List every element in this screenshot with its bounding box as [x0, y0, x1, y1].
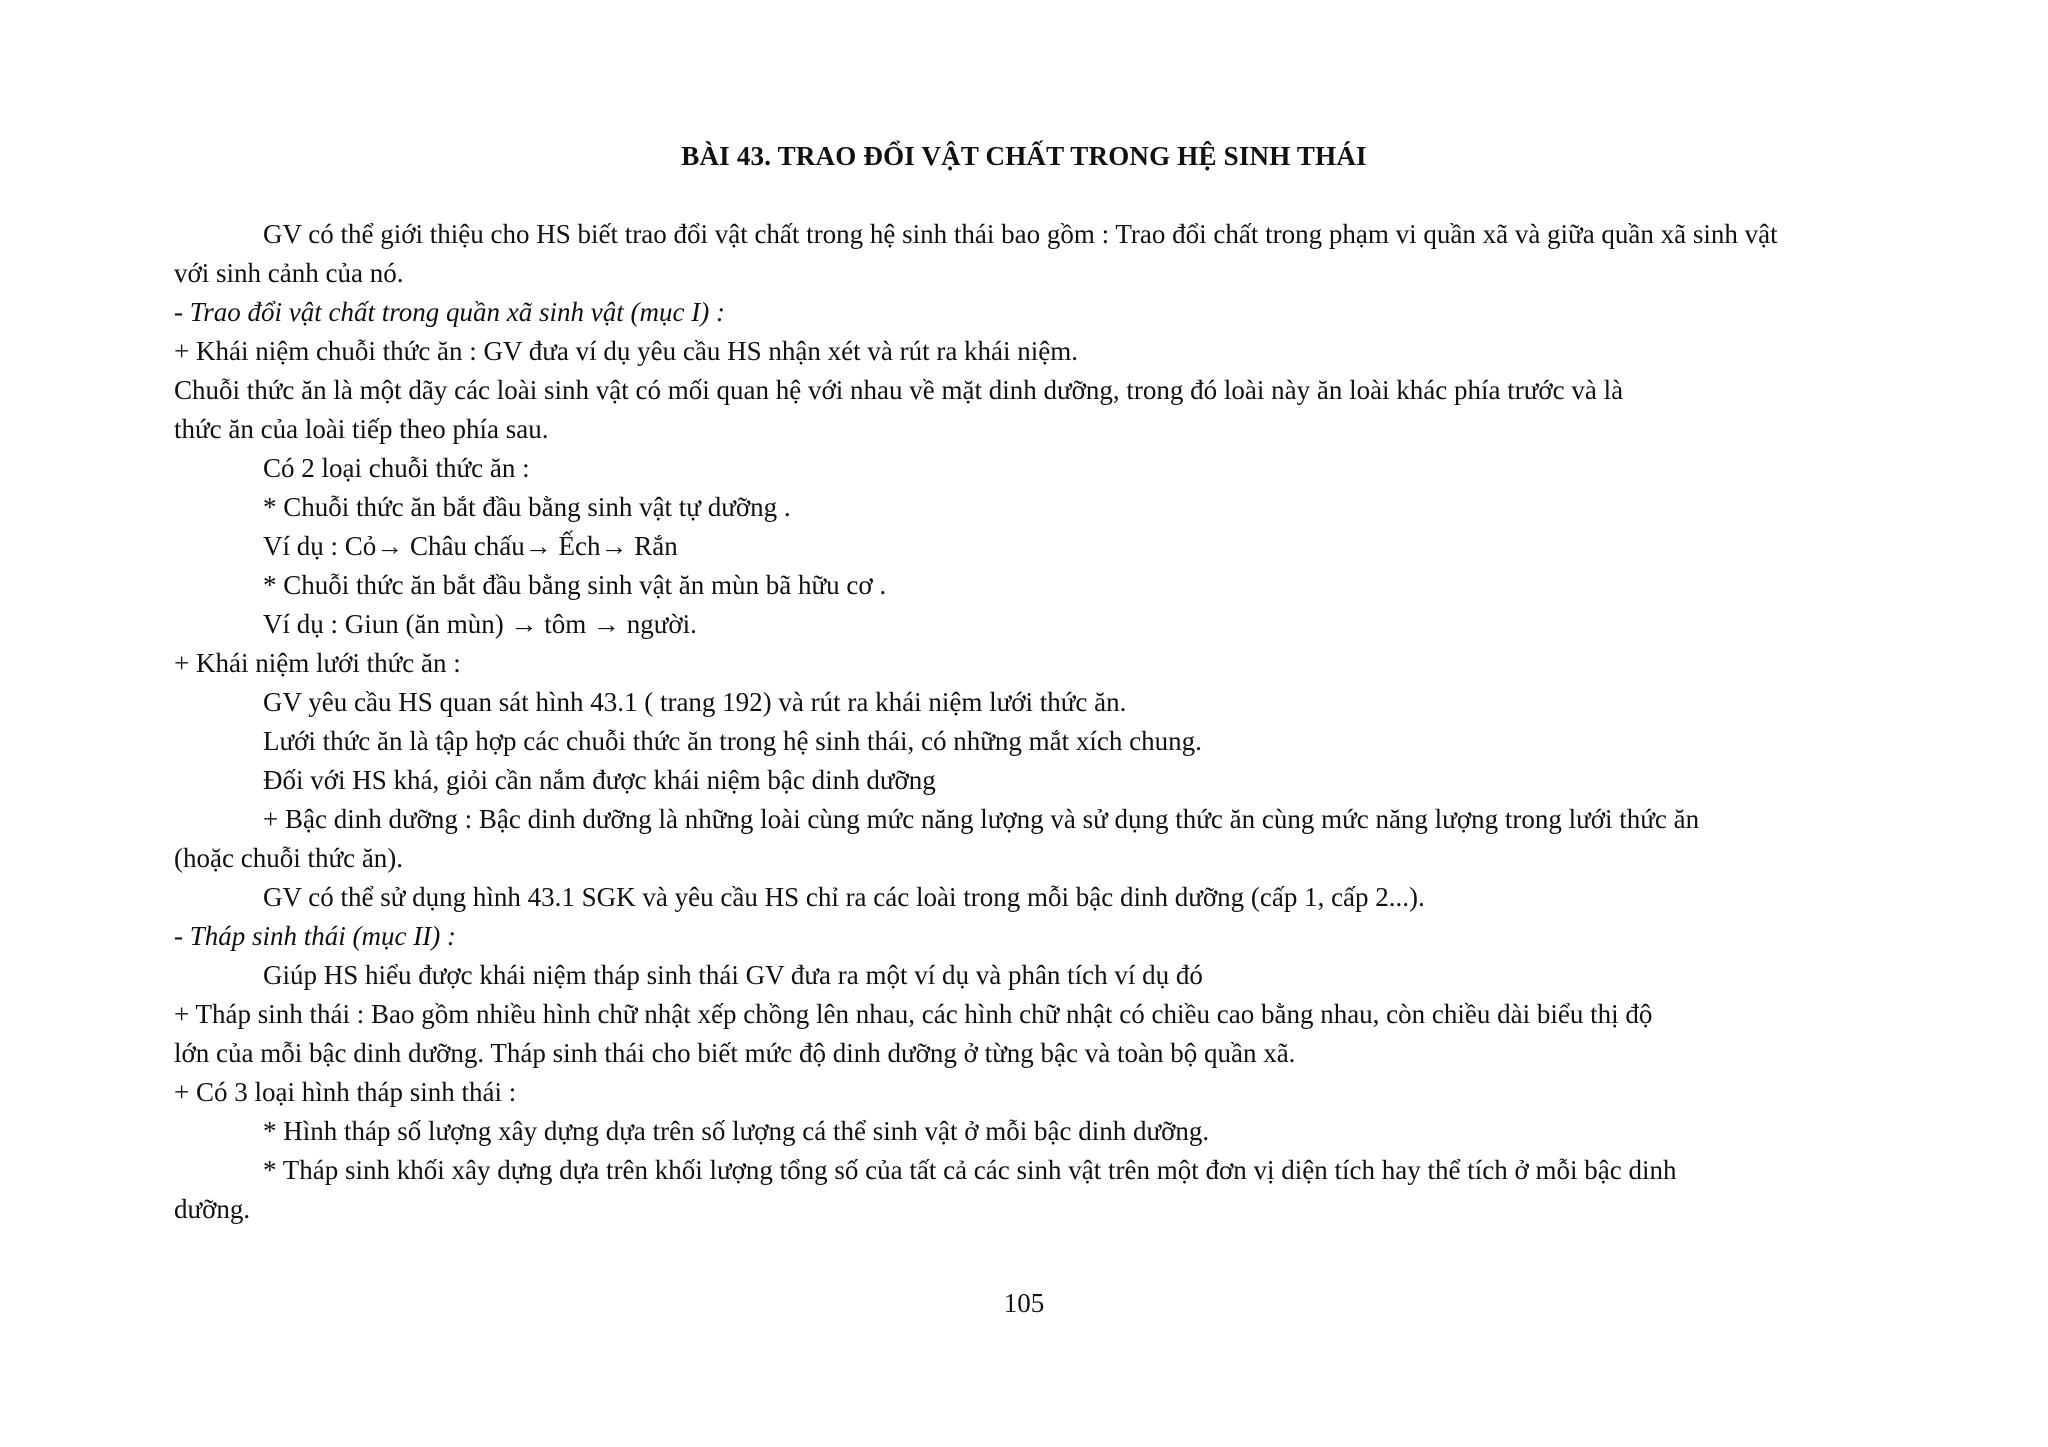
document-body [174, 215, 1934, 1229]
paragraph-line: Có 2 loại chuỗi thức ăn : [263, 453, 530, 483]
bullet-line: * Hình tháp số lượng xây dựng dựa trên số lượng cá thể sinh vật ở mỗi bậc dinh dưỡng. [263, 1116, 1210, 1146]
paragraph-line: với sinh cảnh của nó. [174, 258, 404, 288]
paragraph-line: + Khái niệm lưới thức ăn : [174, 648, 461, 678]
page-number: 105 [1003, 1288, 1045, 1318]
paragraph-line: + Có 3 loại hình tháp sinh thái : [174, 1077, 517, 1107]
paragraph-line: dưỡng. [174, 1194, 251, 1224]
section-heading: - Trao đổi vật chất trong quần xã sinh vật (mục I) : [174, 297, 725, 327]
bullet-line: * Chuỗi thức ăn bắt đầu bằng sinh vật ăn mùn bã hữu cơ . [263, 570, 887, 600]
section-heading: - Tháp sinh thái (mục II) : [174, 921, 456, 951]
paragraph-line: Chuỗi thức ăn là một dãy các loài sinh vật có mối quan hệ với nhau về mặt dinh dưỡng, trong đó loài này ăn loài khác phía trước và là [174, 375, 1624, 405]
paragraph-line: lớn của mỗi bậc dinh dưỡng. Tháp sinh thái cho biết mức độ dinh dưỡng ở từng bậc và toàn bộ quần xã. [174, 1038, 1296, 1068]
paragraph-line: + Khái niệm chuỗi thức ăn : GV đưa ví dụ yêu cầu HS nhận xét và rút ra khái niệm. [174, 336, 1079, 366]
bullet-line: * Tháp sinh khối xây dựng dựa trên khối lượng tổng số của tất cả các sinh vật trên một đơn vị diện tích hay thể tích ở mỗi bậc dinh [263, 1155, 1677, 1185]
example-line: Ví dụ : Cỏ→ Châu chấu→ Ếch→ Rắn [263, 531, 678, 561]
paragraph-line: GV có thể sử dụng hình 43.1 SGK và yêu cầu HS chỉ ra các loài trong mỗi bậc dinh dưỡng (cấp 1, cấp 2...). [263, 882, 1425, 912]
paragraph-line: Đối với HS khá, giỏi cần nắm được khái niệm bậc dinh dưỡng [263, 765, 936, 795]
example-line: Ví dụ : Giun (ăn mùn) → tôm → người. [263, 609, 697, 639]
paragraph-line: + Tháp sinh thái : Bao gồm nhiều hình chữ nhật xếp chồng lên nhau, các hình chữ nhật có chiều cao bằng nhau, còn chiều dài biểu thị độ [174, 999, 1653, 1029]
paragraph-line: GV yêu cầu HS quan sát hình 43.1 ( trang 192) và rút ra khái niệm lưới thức ăn. [263, 687, 1127, 717]
paragraph-line: Giúp HS hiểu được khái niệm tháp sinh thái GV đưa ra một ví dụ và phân tích ví dụ đó [263, 960, 1203, 990]
bullet-line: * Chuỗi thức ăn bắt đầu bằng sinh vật tự dưỡng . [263, 492, 791, 522]
paragraph-line: + Bậc dinh dưỡng : Bậc dinh dưỡng là những loài cùng mức năng lượng và sử dụng thức ăn cùng mức năng lượng trong lưới thức ăn [263, 804, 1700, 834]
paragraph-line: (hoặc chuỗi thức ăn). [174, 843, 404, 873]
page-title: BÀI 43. TRAO ĐỔI VẬT CHẤT TRONG HỆ SINH THÁI [681, 141, 1367, 171]
paragraph-line: Lưới thức ăn là tập hợp các chuỗi thức ăn trong hệ sinh thái, có những mắt xích chung. [263, 726, 1202, 756]
paragraph-line: GV có thể giới thiệu cho HS biết trao đổi vật chất trong hệ sinh thái bao gồm : Trao đổi chất trong phạm vi quần xã và giữa quần xã sinh vật [263, 219, 1778, 249]
paragraph-line: thức ăn của loài tiếp theo phía sau. [174, 414, 549, 444]
